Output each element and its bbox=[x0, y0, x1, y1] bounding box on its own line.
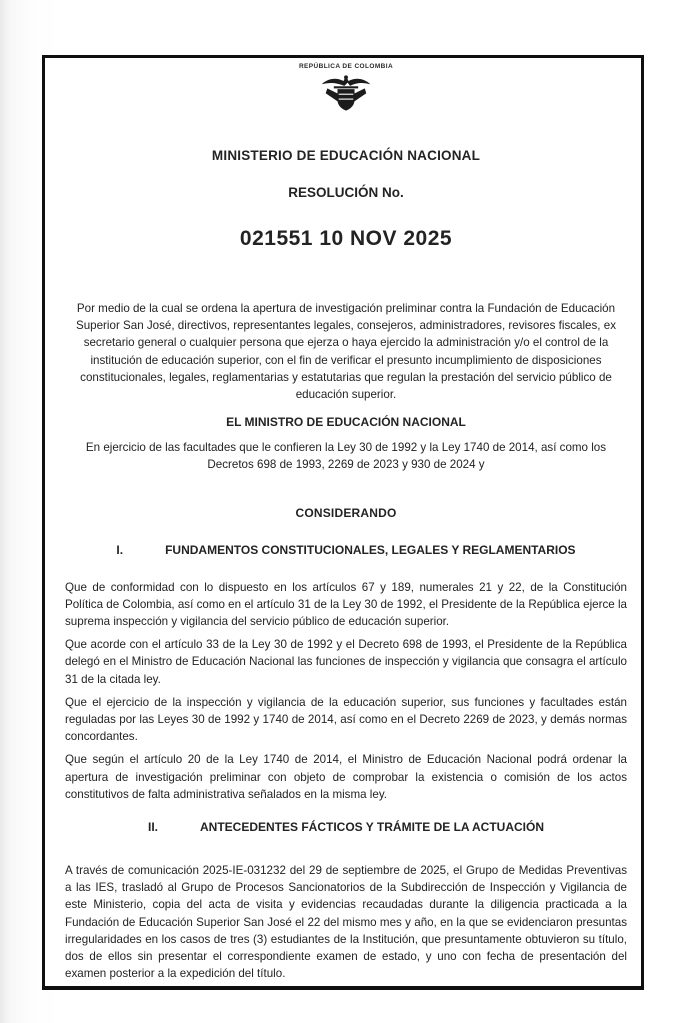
resolution-subject: Por medio de la cual se ordena la apertura de investigación preliminar contra la Fundación de Educación Superior San José, directivos, representantes legales, consejeros, administradores, revisores fiscales, ex secretario general o cualquier persona que ejerza o haya ejercido la administración y/o el control de la institución de educación superior, con el fin de verificar el presunto incumplimiento de disposiciones constitucionales, legales, reglamentarias y estatutarias que regulan la prestación del servicio público de educación superior. bbox=[75, 302, 616, 402]
paragraph: Que de conformidad con lo dispuesto en los artículos 67 y 189, numerales 21 y 22, de la Constitución Política de Colombia, así como en el artículo 31 de la Ley 30 de 1992, el Presidente de la República ejerce la suprema inspección y vigilancia del servicio público de educación superior. bbox=[65, 580, 627, 629]
faculties-paragraph: En ejercicio de las facultades que le confieren la Ley 30 de 1992 y la Ley 1740 de 2014, así como los Decretos 698 de 1993, 2269 de 2023 y 930 de 2024 y bbox=[85, 441, 607, 472]
resolution-document bbox=[42, 55, 644, 990]
section-2-numeral: II. bbox=[147, 820, 158, 835]
resolution-label: RESOLUCIÓN No. bbox=[288, 185, 404, 200]
section-1-body bbox=[65, 579, 627, 803]
colombia-coat-of-arms-icon bbox=[320, 72, 372, 116]
section-1-heading bbox=[65, 543, 627, 557]
paragraph: Que acorde con el artículo 33 de la Ley 30 de 1992 y el Decreto 698 de 1993, el Presidente de la República delegó en el Ministro de Educación Nacional las funciones de inspección y vigilancia que consagra el artículo 31 de la citada ley. bbox=[65, 638, 627, 686]
republic-label: REPÚBLICA DE COLOMBIA bbox=[298, 63, 394, 70]
section-1-numeral: I. bbox=[116, 542, 124, 557]
section-2-heading bbox=[65, 820, 627, 834]
authority-heading: EL MINISTRO DE EDUCACIÓN NACIONAL bbox=[226, 415, 466, 430]
paragraph: A través de comunicación 2025-IE-031232 del 29 de septiembre de 2025, el Grupo de Medidas Preventivas a las IES, trasladó al Grupo de Procesos Sancionatorios de la Subdirección de Inspección y Vigilancia de este Ministerio, copia del acta de visita y evidencias recaudadas durante la diligencia practicada a la Fundación de Educación Superior San José el 22 del mismo mes y año, en la que se evidenciaron presuntas irregularidades en los casos de tres (3) estudiantes de la Institución, que presuntamente obtuvieron su título, dos de ellos sin presentar el correspondiente examen de estado, y uno con fecha de presentación del examen posterior a la expedición del título. bbox=[65, 864, 627, 981]
coat-of-arms-wrap bbox=[65, 72, 627, 116]
paragraph: Que el ejercicio de la inspección y vigilancia de la educación superior, sus funciones y facultades están reguladas por las Leyes 30 de 1992 y 1740 de 2014, así como en el Decreto 2269 de 2023, y demás normas concordantes. bbox=[65, 695, 627, 744]
considerando-heading: CONSIDERANDO bbox=[295, 505, 397, 520]
section-2-title: ANTECEDENTES FÁCTICOS Y TRÁMITE DE LA ACTUACIÓN bbox=[200, 820, 545, 835]
section-2-body bbox=[65, 862, 627, 982]
section-1-title: FUNDAMENTOS CONSTITUCIONALES, LEGALES Y REGLAMENTARIOS bbox=[165, 542, 576, 557]
paragraph: Que según el artículo 20 de la Ley 1740 de 2014, el Ministro de Educación Nacional podrá ordenar la apertura de investigación preliminar con objeto de comprobar la existencia o comisión de los actos constitutivos de falta administrativa señalados en la misma ley. bbox=[65, 753, 627, 801]
ministry-title: MINISTERIO DE EDUCACIÓN NACIONAL bbox=[211, 148, 481, 163]
resolution-number: 021551 10 NOV 2025 bbox=[239, 227, 453, 250]
